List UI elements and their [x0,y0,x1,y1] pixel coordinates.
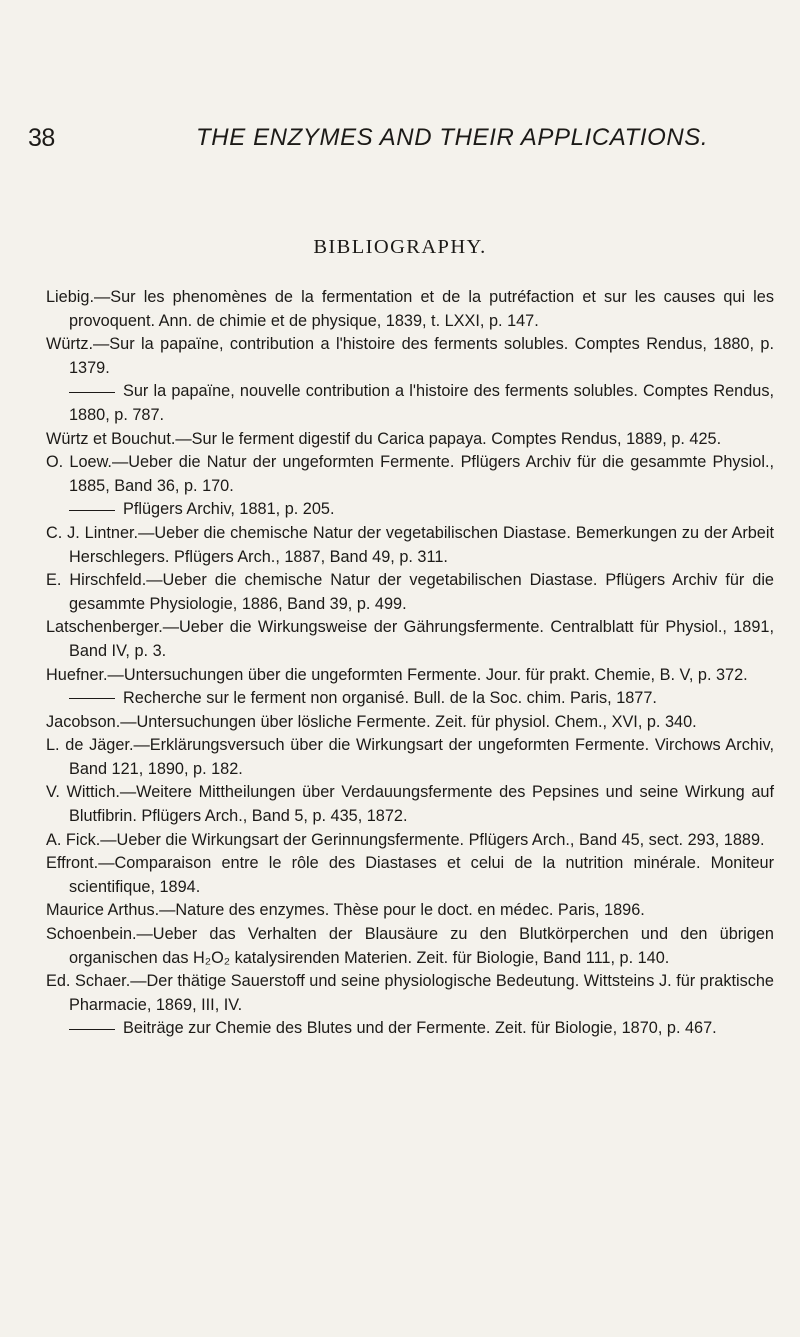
bibliography-entry [46,734,774,781]
running-head [28,124,788,158]
ditto-dash [69,510,115,511]
entry-text: L. de Jäger.—Erklärungsversuch über die Wirkungsart der ungeformten Fermente. Virchows Archiv, Band 121, 1890, p. 182. [46,736,774,778]
entry-text: Latschenberger.—Ueber die Wirkungsweise der Gährungsfermente. Centralblatt für Physiol., 1891, Band IV, p. 3. [46,618,774,660]
ditto-dash [69,392,115,393]
bibliography-entry [46,852,774,899]
bibliography-entry [46,428,774,452]
bibliography-entry [46,333,774,380]
bibliography-entry [46,781,774,828]
entry-text: Effront.—Comparaison entre le rôle des Diastases et celui de la nutrition minérale. Moniteur scientifique, 1894. [46,854,774,896]
bibliography-entry [46,451,774,498]
entry-text: Liebig.—Sur les phenomènes de la fermentation et de la putréfaction et sur les causes qui les provoquent. Ann. de chimie et de physique, 1839, t. LXXI, p. 147. [46,288,774,330]
entry-text: Schoenbein.—Ueber das Verhalten der Blausäure zu den Blutkörperchen und den übrigen organischen das H₂O₂ katalysirenden Materien. Zeit. für Biologie, Band 111, p. 140. [46,925,774,967]
entry-text: O. Loew.—Ueber die Natur der ungeformten Fermente. Pflügers Archiv für die gesammte Physiol., 1885, Band 36, p. 170. [46,453,774,495]
entry-text: Recherche sur le ferment non organisé. Bull. de la Soc. chim. Paris, 1877. [123,689,657,708]
bibliography-entry-ditto [46,380,774,427]
bibliography-entry [46,616,774,663]
bibliography-entry-ditto [46,498,774,522]
running-title: THE ENZYMES AND THEIR APPLICATIONS. [196,124,709,151]
ditto-dash [69,698,115,699]
entry-text: V. Wittich.—Weitere Mittheilungen über Verdauungsfermente des Pepsines und seine Wirkung auf Blutfibrin. Pflügers Arch., Band 5, p. 435, 1872. [46,783,774,826]
bibliography-entry [46,899,774,923]
entry-text: C. J. Lintner.—Ueber die chemische Natur der vegetabilischen Diastase. Bemerkungen zu der Arbeit Herschlegers. Pflügers Arch., 1887, Band 49, p. 311. [46,523,774,566]
bibliography-entry [46,522,774,569]
bibliography-list [46,286,774,1041]
entry-text: Huefner.—Untersuchungen über die ungeformten Fermente. Jour. für prakt. Chemie, B. V, p. 372. [46,665,748,684]
page-number: 38 [28,124,55,152]
bibliography-entry [46,970,774,1017]
entry-text: Ed. Schaer.—Der thätige Sauerstoff und seine physiologische Bedeutung. Wittsteins J. für praktische Pharmacie, 1869, III, IV. [46,972,774,1014]
entry-text: Würtz et Bouchut.—Sur le ferment digestif du Carica papaya. Comptes Rendus, 1889, p. 425. [46,429,722,448]
bibliography-entry [46,286,774,333]
entry-text: A. Fick.—Ueber die Wirkungsart der Gerinnungsfermente. Pflügers Arch., Band 45, sect. 293, 1889. [46,830,765,849]
bibliography-entry [46,829,774,853]
entry-text: Maurice Arthus.—Nature des enzymes. Thèse pour le doct. en médec. Paris, 1896. [46,901,645,920]
bibliography-entry [46,711,774,735]
bibliography-entry-ditto [46,687,774,711]
entry-text: Sur la papaïne, nouvelle contribution a l'histoire des ferments solubles. Comptes Rendus, 1880, p. 787. [69,382,774,424]
entry-text: E. Hirschfeld.—Ueber die chemische Natur der vegetabilischen Diastase. Pflügers Archiv für die gesammte Physiologie, 1886, Band 39, p. 499. [46,571,774,613]
entry-text: Beiträge zur Chemie des Blutes und der Fermente. Zeit. für Biologie, 1870, p. 467. [123,1019,717,1038]
bibliography-entry [46,923,774,970]
bibliography-entry [46,569,774,616]
section-heading: BIBLIOGRAPHY. [313,236,487,258]
entry-text: Jacobson.—Untersuchungen über lösliche Fermente. Zeit. für physiol. Chem., XVI, p. 340. [46,712,697,731]
entry-text: Pflügers Archiv, 1881, p. 205. [123,500,335,519]
bibliography-entry [46,664,774,688]
bibliography-entry-ditto [46,1017,774,1041]
ditto-dash [69,1029,115,1030]
entry-text: Würtz.—Sur la papaïne, contribution a l'histoire des ferments solubles. Comptes Rendus, 1880, p. 1379. [46,335,774,377]
